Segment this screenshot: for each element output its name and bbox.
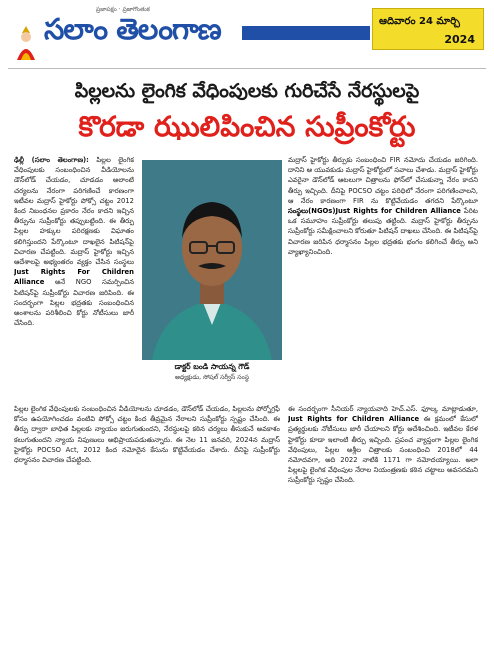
masthead-divider (8, 68, 486, 69)
date-weekday: ఆదివారం 24 మార్చి (379, 16, 460, 27)
author-name: డాక్టర్ బండి సాయన్న గౌడ్ (174, 362, 250, 371)
column-right-text: మద్రాస్ హైకోర్టు తీర్పుకు సంబంధించి FIR నమోదు చేయడం జరిగింది. దానిని ఆ యువకుడు మద్రాస్ హైకోర్టులో సవాలు చేశాడు. మద్రాస్ హైకోర్టు ఎవరైనా డౌన్‌లోడ్ ఆటలుగా చిత్రాలను ఫోన్‌లో చేసుకున్నా నేరం కాదని తీర్పు ఇచ్చింది. దీనిపై POCSO చట్టం పరిధిలో నేరంగా పరిగణించాలని, ఆ నేరం కారణంగా FIR ను కొట్టివేయడం తగదని పేర్కొంటూ (288, 156, 478, 205)
column-left-tail: అనే NGO సమర్పించిన పిటిషన్‌పై సుప్రీంకోర్టు విచారణ జరిపింది. ఈ సందర్భంగా పిల్లల భద్రతకు సంబంధించిన అంశాలను పరిశీలించి కోర్టు నోటీసులు జారీ చేసింది. (14, 278, 134, 328)
dateline: ఢిల్లీ (సలాం తెలంగాణ): (14, 156, 89, 164)
column-bottom-right-text: ఈ సందర్భంగా సీనియర్ న్యాయవాది హెచ్.ఎస్. ఫూల్క మాట్లాడుతూ, (288, 405, 478, 413)
author-photo (142, 160, 282, 360)
ngo-name-bold-bottom: Just Rights for Children Alliance (288, 415, 420, 424)
column-bottom-right-tail: ఈ క్రమంలో కేసులో ప్రత్యర్థులకు నోటీసులు జారీ చేయాలని కోర్టు ఆదేశించింది. ఇటీవల కేరళ హైకోర్టు కూడా ఇలాంటి తీర్పు ఇచ్చింది. ప్రపంచ వ్యాప్తంగా పిల్లల లైంగిక వేధింపులు, పిల్లల అశ్లీల చిత్రాలకు సంబంధించి 2018లో 44 నమోదవగా, అది 2022 నాటికి 1171 గా నమోదయ్యాయి. అలా పిల్లలపై లైంగిక వేధింపుల నేరాల నియంత్రణకు కఠిన చట్టాలు అవసరమని సుప్రీంకోర్టు స్పష్టం చేసింది. (288, 415, 478, 485)
headline-main: కొరడా ఝులిపించిన సుప్రీంకోర్టు (78, 110, 416, 143)
author-role: అధ్యక్షుడు, సోషల్ సర్వీస్ సంస్థ (174, 374, 250, 381)
masthead-blue-bar (242, 26, 370, 40)
column-bottom-left-text: పిల్లల లైంగిక వేధింపులకు సంబంధించిన వీడియోలను చూడడం, డౌన్‌లోడ్ చేయడం, పిల్లలను పోర్నోగ్రఫీ కోసం ఉపయోగించడం వంటివి పోక్సో చట్టం కింద తీవ్రమైన నేరాలని సుప్రీంకోర్టు స్పష్టం చేసింది. ఈ తీర్పు ద్వారా బాధిత పిల్లలకు న్యాయం జరుగుతుందని, నేరస్థులపై కఠిన చర్యలు తీసుకునే అవకాశం కలుగుతుందని న్యాయ నిపుణులు అభిప్రాయపడుతున్నారు. ఈ నెల 11 జనవరి, 2024న మద్రాస్ హైకోర్టు POCSO Act, 2012 కింద నమోదైన కేసును కొట్టివేయడం చేశారు. దీనిపై సుప్రీంకోర్టు ధర్మాసనం విచారణ చేపట్టింది. (14, 405, 280, 465)
newspaper-name: సలాం తెలంగాణ (44, 12, 221, 46)
article-column-left (14, 155, 134, 403)
article-column-bottom-left (14, 404, 280, 640)
masthead (8, 4, 486, 66)
column-right-tail: పేరిట ఒక సమూహం సుప్రీంకోర్టు తలుపు తట్టింది. మద్రాస్ హైకోర్టు తీర్పును సుప్రీంకోర్టు సమీక్షించాలని కోరుతూ పిటిషన్ దాఖలు చేసింది. ఈ పిటిషన్‌పై విచారణ జరిపిన ధర్మాసనం పిల్లల భద్రతకు భంగం కలిగించే తీర్పు అని వ్యాఖ్యానించింది. (288, 207, 478, 256)
ngo-name-bold-right: సంస్థలు(NGOs)Just Rights for Children Alliance (288, 207, 461, 216)
article-column-right (288, 155, 478, 403)
article-column-bottom-right (288, 404, 478, 640)
goddess-emblem-icon (12, 24, 40, 62)
author-portrait-icon (142, 160, 282, 360)
date-box (372, 8, 484, 50)
tagline: ప్రజాపక్షం · ప్రజాగొంతుక (96, 6, 150, 13)
date-year: 2024 (444, 33, 475, 46)
column-left-text: పిల్లల లైంగిక వేధింపులకు సంబంధించిన వీడియోలను డౌన్‌లోడ్ చేయడం, చూడడం అలాంటి చర్యలను నేరంగా పరిగణించే కారణంగా ఇటీవల మద్రాస్ హైకోర్టు పోక్సో చట్టం 2012 కింద నిబంధనల ప్రకారం నేరం కాదని ఇచ్చిన తీర్పును సుప్రీంకోర్టు తప్పుబట్టింది. ఈ తీర్పు పిల్లల హక్కుల పరిరక్షణకు విఘాతం కలిగిస్తుందని పేర్కొంటూ దాఖలైన పిటిషన్‌పై విచారణ చేపట్టింది. మద్రాస్ హైకోర్టు ఇచ్చిన ఆదేశాలపై అభ్యంతరం వ్యక్తం చేసిన సంస్థలు (14, 156, 134, 267)
ngo-name-bold: Just Rights For Children Alliance (14, 268, 134, 287)
headline-top: పిల్లలను లైంగిక వేధింపులకు గురిచేసే నేరస్థులపై (74, 80, 420, 102)
